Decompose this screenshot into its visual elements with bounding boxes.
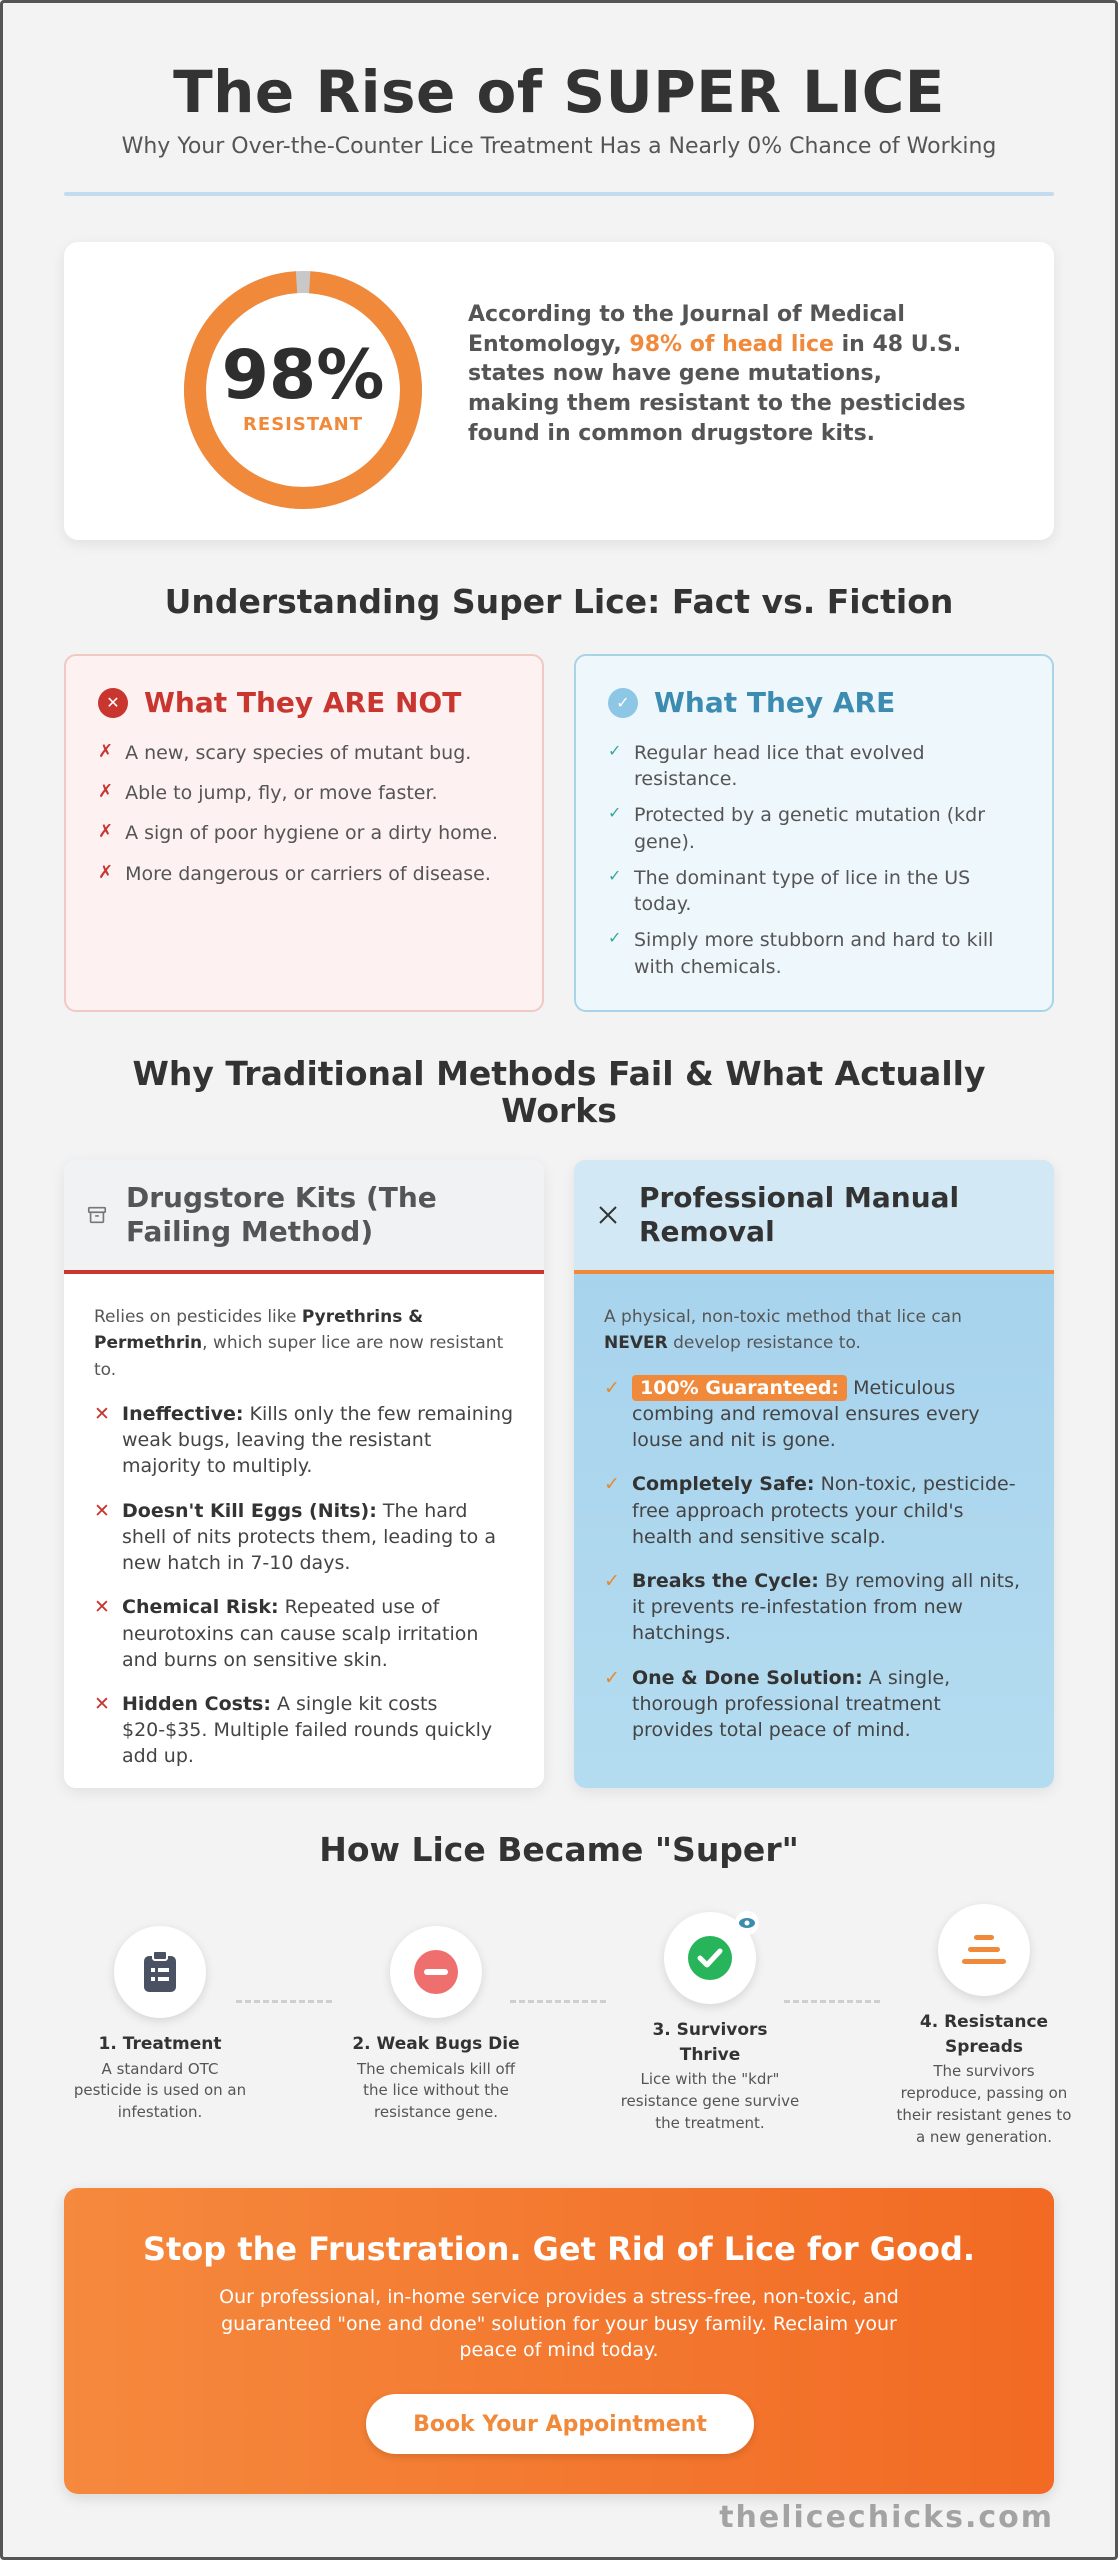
donut-percent: 98% xyxy=(221,336,385,415)
process-step-4 xyxy=(894,1904,1074,2148)
professional-removal-intro: A physical, non-toxic method that lice can NEVER develop resistance to. xyxy=(604,1307,962,1354)
list-item: ✓ Simply more stubborn and hard to kill with chemicals. xyxy=(608,927,1028,979)
drugstore-kits-title: Drugstore Kits (The Failing Method) xyxy=(126,1181,437,1248)
minus-circle-icon xyxy=(390,1926,482,2018)
donut-label: RESISTANT xyxy=(243,414,363,435)
step-connector xyxy=(784,2000,880,2003)
check-mark-icon: ✓ xyxy=(608,865,622,885)
stat-text-before: According to the Journal of Medical Entomology, xyxy=(468,302,905,357)
are-list xyxy=(608,740,1028,990)
not-card-title: What They ARE NOT xyxy=(144,686,462,719)
professional-removal-card xyxy=(574,1160,1054,1788)
professional-removal-header xyxy=(574,1160,1054,1274)
list-item: ✓ The dominant type of lice in the US today. xyxy=(608,865,1028,917)
check-mark-icon: ✓ xyxy=(604,1570,620,1592)
list-item: ✓ Protected by a genetic mutation (kdr gene). xyxy=(608,802,1028,854)
what-they-are-not-card xyxy=(64,654,544,1012)
list-item: ✓ Breaks the Cycle: By removing all nits, it prevents re-infestation from new hatchings. xyxy=(604,1568,1024,1647)
x-circle-icon: ✕ xyxy=(98,688,128,718)
x-mark-icon: ✗ xyxy=(98,741,114,762)
list-item: ✕ Doesn't Kill Eggs (Nits): The hard shell of nits protects them, leading to a new hatch in 7-10 days. xyxy=(94,1498,514,1577)
check-mark-icon: ✓ xyxy=(604,1376,620,1399)
cta-text: Our professional, in-home service provides a stress-free, non-toxic, and guaranteed "one and done" solution for your busy family. Reclaim your peace of mind today. xyxy=(219,2286,899,2362)
professional-removal-list xyxy=(604,1375,1024,1744)
page-subtitle: Why Your Over-the-Counter Lice Treatment Has a Nearly 0% Chance of Working xyxy=(121,134,997,159)
x-mark-icon: ✗ xyxy=(98,861,114,883)
step-description: A standard OTC pesticide is used on an infestation. xyxy=(73,2059,247,2122)
step-description: The chemicals kill off the lice without the resistance gene. xyxy=(356,2059,516,2122)
stat-text-after: in 48 U.S. states now have gene mutations, making them resistant to the pesticides found in common drugstore kits. xyxy=(468,331,966,446)
list-item: ✗ More dangerous or carriers of disease. xyxy=(98,861,518,887)
list-item: ✕ Hidden Costs: A single kit costs $20-$35. Multiple failed rounds quickly add up. xyxy=(94,1691,514,1770)
guarantee-badge: 100% Guaranteed: xyxy=(632,1375,847,1401)
drugstore-kits-card xyxy=(64,1160,544,1788)
page-title: The Rise of SUPER LICE xyxy=(173,58,945,126)
what-they-are-card xyxy=(574,654,1054,1012)
list-item: ✓ 100% Guaranteed: Meticulous combing and removal ensures every louse and nit is gone. xyxy=(604,1375,1024,1454)
list-item: ✗ A new, scary species of mutant bug. xyxy=(98,740,518,766)
check-mark-icon: ✓ xyxy=(608,803,622,823)
call-to-action xyxy=(64,2188,1054,2494)
list-item: ✗ Able to jump, fly, or move faster. xyxy=(98,780,518,806)
are-card-title: What They ARE xyxy=(654,686,896,719)
step-description: Lice with the "kdr" resistance gene survive the treatment. xyxy=(620,2070,800,2132)
stat-text-highlight: 98% of head lice xyxy=(629,331,834,357)
step-connector xyxy=(236,2000,332,2003)
cta-title: Stop the Frustration. Get Rid of Lice for Good. xyxy=(142,2230,976,2268)
divider xyxy=(64,192,1054,196)
check-mark-icon: ✓ xyxy=(604,1473,620,1496)
methods-heading: Why Traditional Methods Fail & What Actually Works xyxy=(132,1054,986,1130)
step-title: 2. Weak Bugs Die xyxy=(352,2034,520,2054)
drugstore-kits-list xyxy=(94,1401,514,1770)
statistic-text xyxy=(468,300,968,448)
x-mark-icon: ✕ xyxy=(94,1499,110,1522)
process-step-1 xyxy=(70,1926,250,2124)
process-heading: How Lice Became "Super" xyxy=(319,1830,799,1869)
x-mark-icon: ✕ xyxy=(94,1403,110,1426)
tools-icon xyxy=(596,1203,621,1227)
list-item: ✗ A sign of poor hygiene or a dirty home. xyxy=(98,820,518,846)
brand-watermark: thelicechicks.com xyxy=(719,2500,1054,2535)
check-circle-icon: ✓ xyxy=(608,688,638,718)
book-appointment-button[interactable]: Book Your Appointment xyxy=(366,2394,754,2454)
step-description: The survivors reproduce, passing on their resistant genes to a new generation. xyxy=(896,2062,1072,2146)
x-mark-icon: ✗ xyxy=(98,781,114,803)
check-mark-icon: ✓ xyxy=(608,741,622,760)
x-mark-icon: ✗ xyxy=(98,821,114,843)
check-circle-icon xyxy=(664,1912,756,2004)
step-title: 4. Resistance Spreads xyxy=(919,2012,1049,2057)
list-item: ✕ Ineffective: Kills only the few remaining weak bugs, leaving the resistant majority to multiply. xyxy=(94,1401,514,1480)
drugstore-kits-intro: Relies on pesticides like Pyrethrins & Permethrin, which super lice are now resistant to. xyxy=(94,1307,504,1380)
not-list xyxy=(98,740,518,901)
process-step-2 xyxy=(346,1926,526,2124)
check-mark-icon: ✓ xyxy=(608,928,622,948)
x-mark-icon: ✕ xyxy=(94,1596,110,1619)
clipboard-icon xyxy=(114,1926,206,2018)
layers-icon xyxy=(938,1904,1030,1996)
check-mark-icon: ✓ xyxy=(604,1666,620,1689)
step-title: 1. Treatment xyxy=(98,2034,222,2054)
list-item: ✓ Regular head lice that evolved resistance. xyxy=(608,740,1028,792)
facts-heading: Understanding Super Lice: Fact vs. Fiction xyxy=(164,582,954,621)
step-connector xyxy=(510,2000,606,2003)
list-item: ✓ Completely Safe: Non-toxic, pesticide-free approach protects your child's health and sensitive scalp. xyxy=(604,1471,1024,1550)
process-step-3 xyxy=(620,1912,800,2135)
x-mark-icon: ✕ xyxy=(94,1693,110,1715)
step-title: 3. Survivors Thrive xyxy=(652,2020,768,2065)
archive-box-icon xyxy=(86,1204,108,1226)
drugstore-kits-header xyxy=(64,1160,544,1274)
list-item: ✓ One & Done Solution: A single, thorough professional treatment provides total peace of mind. xyxy=(604,1665,1024,1744)
list-item: ✕ Chemical Risk: Repeated use of neurotoxins can cause scalp irritation and burns on sensitive skin. xyxy=(94,1594,514,1673)
statistic-card xyxy=(64,242,1054,540)
eye-icon xyxy=(734,1910,760,1936)
professional-removal-title: Professional Manual Removal xyxy=(638,1181,960,1248)
